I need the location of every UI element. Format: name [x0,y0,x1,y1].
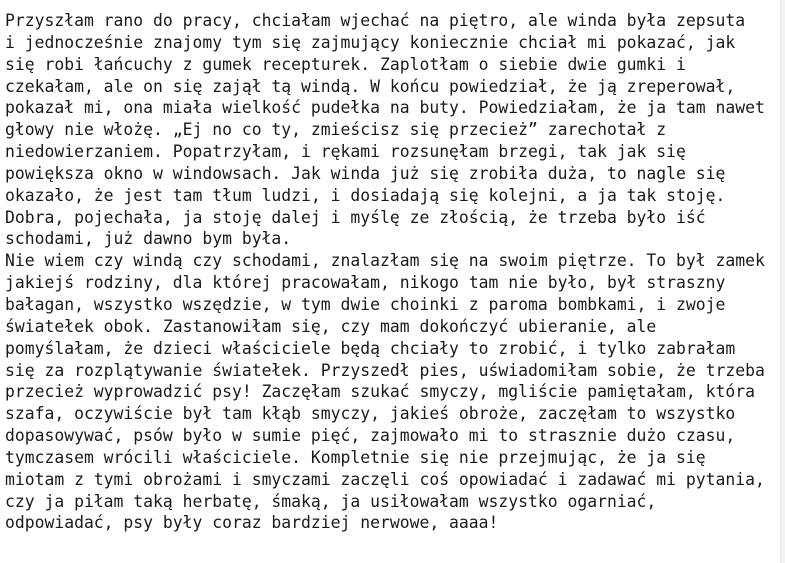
text-line: światełek obok. Zastanowiłam się, czy mam dokończyć ubieranie, ale [5,316,657,336]
paragraph-1 [5,10,775,250]
text-line: niedowierzaniem. Popatrzyłam, i rękami rozsunęłam brzegi, tak jak się [5,142,686,162]
text-line: powiększa okno w windowsach. Jak winda już się zrobiła duża, to nagle się [5,163,726,183]
text-line: schodami, już dawno bym była. [5,229,292,249]
text-line: dopasowywać, psów było w sumie pięć, zajmowało mi to strasznie dużo czasu, [5,426,736,446]
text-line: Przyszłam rano do pracy, chciałam wjechać na piętro, ale winda była zepsuta [5,11,746,30]
text-line: się robi łańcuchy z gumek recepturek. Zaplotłam o siebie dwie gumki i [5,54,686,74]
text-line: miotam z tymi obrożami i smyczami zaczęli coś opowiadać i zadawać mi pytania, [5,469,765,489]
scrollbar-track[interactable] [780,0,785,563]
text-line: Nie wiem czy windą czy schodami, znalazłam się na swoim piętrze. To był zamek [5,251,765,271]
text-line: czekałam, ale on się zajął tą windą. W końcu powiedział, że ją zreperował, [5,76,736,96]
text-line: okazało, że jest tam tłum ludzi, i dosiadają się kolejni, a ja tak stoję. [5,185,726,205]
text-line: przecież wyprowadzić psy! Zaczęłam szukać smyczy, mgliście pamiętałam, która [5,382,755,402]
text-line: tymczasem wrócili właściciele. Kompletnie się nie przejmując, że ja się [5,447,706,467]
text-line: czy ja piłam taką herbatę, śmaką, ja usiłowałam wszystko ogarniać, [5,491,657,511]
text-line: bałagan, wszystko wszędzie, w tym dwie choinki z paroma bombkami, i zwoje [5,294,726,314]
paragraph-2 [5,250,775,534]
text-line: szafa, oczywiście był tam kłąb smyczy, jakieś obroże, zaczęłam to wszystko [5,404,736,424]
text-line: pomyślałam, że dzieci właściciele będą chciały to zrobić, i tylko zabrałam [5,338,736,358]
text-line: pokazał mi, ona miała wielkość pudełka na buty. Powiedziałam, że ja tam nawet [5,98,765,118]
text-line: Dobra, pojechała, ja stoję dalej i myślę ze złością, że trzeba było iść [5,207,706,227]
text-line: głowy nie włożę. „Ej no co ty, zmieścisz się przecież” zarechotał z [5,120,667,140]
document-body [5,10,775,534]
text-line: jakiejś rodziny, dla której pracowałam, nikogo tam nie było, był straszny [5,273,726,293]
text-line: i jednocześnie znajomy tym się zajmujący koniecznie chciał mi pokazać, jak [5,32,736,52]
text-line: się za rozplątywanie światełek. Przyszedł pies, uświadomiłam sobie, że trzeba [5,360,765,380]
text-line: odpowiadać, psy były coraz bardziej nerwowe, aaaa! [5,513,499,533]
